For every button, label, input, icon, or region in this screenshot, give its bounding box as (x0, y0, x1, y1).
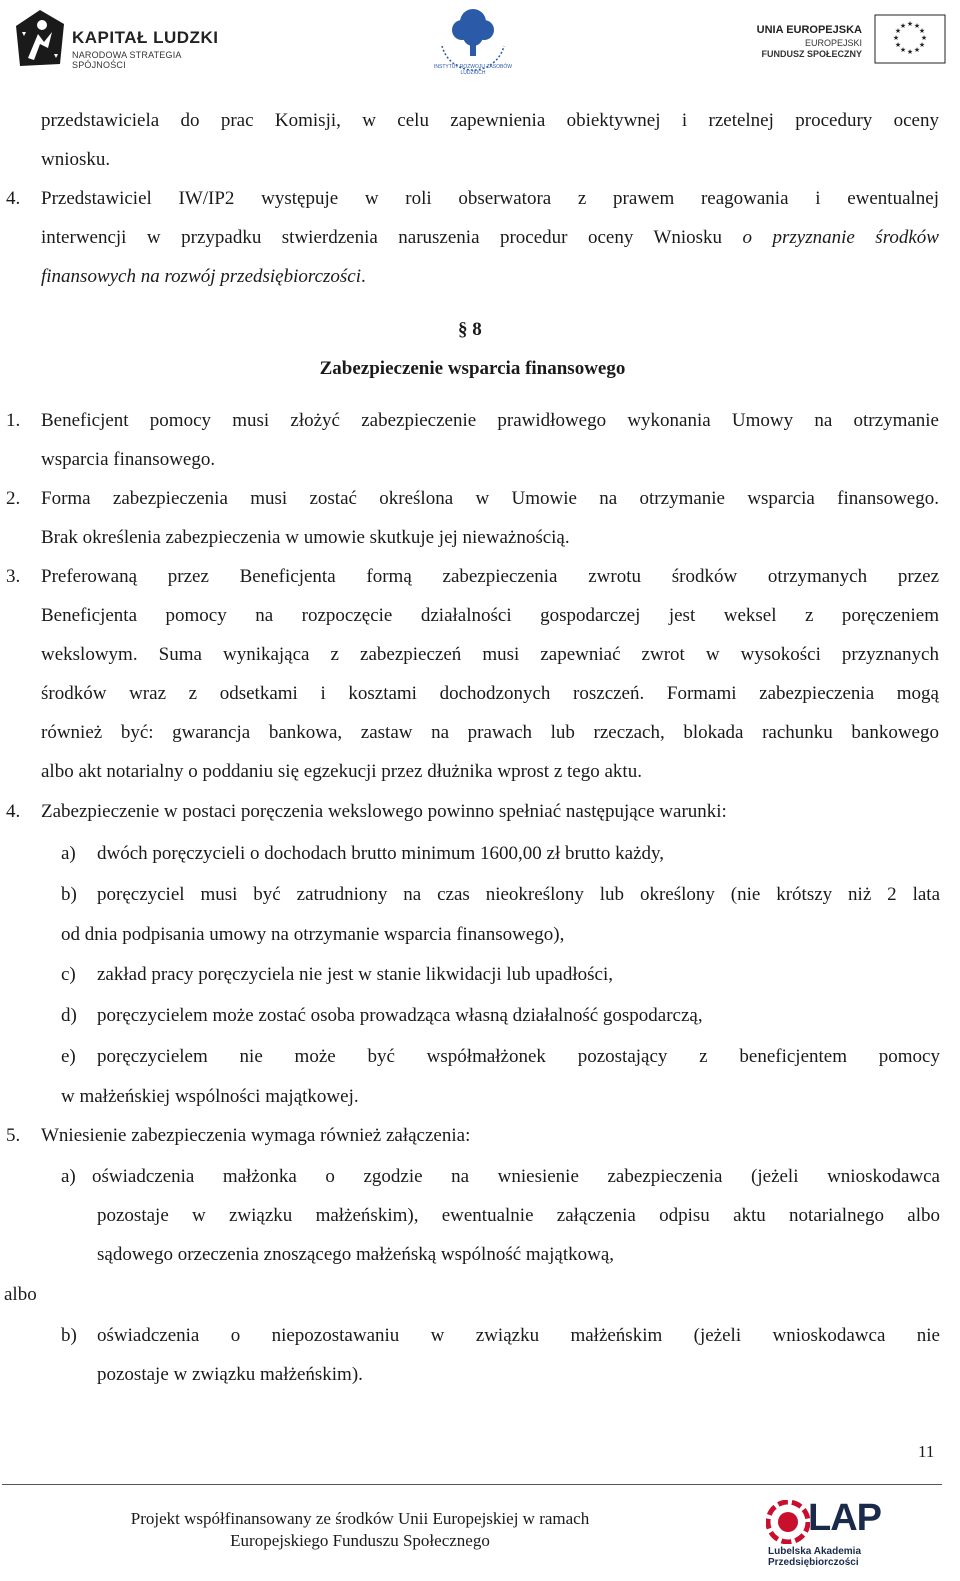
italic-span: finansowych na rozwój przedsiębiorczości (41, 266, 362, 287)
text-line: poręczyciel musi być zatrudniony na czas nieokreślony lub określony (nie krótszy niż 2 lata (97, 884, 940, 905)
sublist-label: a) (61, 1166, 76, 1187)
section-title: Zabezpieczenie wsparcia finansowego (319, 358, 626, 379)
text-line: środków wraz z odsetkami i kosztami dochodzonych roszczeń. Formami zabezpieczenia mogą (41, 683, 939, 704)
text-span: . (361, 266, 366, 287)
page-number: 11 (918, 1442, 935, 1461)
text-line: poręczycielem może zostać osoba prowadząca własną działalność gospodarczą, (97, 1005, 703, 1026)
svg-text:★: ★ (899, 46, 907, 54)
footer-line1: Projekt współfinansowany ze środków Unii Europejskiej w ramach (130, 1509, 590, 1528)
list-number: 1. (6, 410, 21, 431)
eu-flag-icon (874, 14, 946, 64)
text-line: Beneficjenta pomocy na rozpoczęcie działalności gospodarczej jest weksel z poręczeniem (41, 605, 939, 626)
lap-line1: Lubelska Akademia (768, 1546, 862, 1557)
text-line: Przedstawiciel IW/IP2 występuje w roli obserwatora z prawem reagowania i ewentualnej (41, 188, 939, 209)
text-line: albo akt notarialny o poddaniu się egzekucji przez dłużnika wprost z tego aktu. (41, 761, 642, 782)
svg-text:★: ★ (918, 41, 926, 49)
text-line (41, 228, 939, 248)
svg-text:★: ★ (920, 34, 928, 42)
svg-text:★: ★ (894, 41, 902, 49)
svg-text:★: ★ (913, 46, 921, 54)
footer-line2: Europejskiego Funduszu Społecznego (230, 1531, 490, 1550)
svg-text:★: ★ (894, 27, 902, 35)
eu-logo-line3: FUNDUSZ SPOŁECZNY (761, 49, 862, 59)
text-line: poręczycielem nie może być współmałżonek pozostający z beneficjentem pomocy (97, 1046, 940, 1067)
text-line: pozostaje w związku małżeńskim), ewentualnie załączenia odpisu aktu notarialnego albo (97, 1205, 940, 1226)
text-line: oświadczenia o niepozostawaniu w związku małżeńskim (jeżeli wnioskodawca nie (97, 1325, 940, 1346)
sublist-label: c) (61, 964, 76, 985)
footer-divider (2, 1484, 942, 1485)
text-line: wsparcia finansowego. (41, 449, 216, 470)
eu-logo-line1: UNIA EUROPEJSKA (756, 24, 862, 36)
svg-text:★: ★ (892, 34, 900, 42)
kapital-ludzki-subtitle: NARODOWA STRATEGIA SPÓJNOŚCI (72, 50, 182, 70)
text-line: od dnia podpisania umowy na otrzymanie wsparcia finansowego), (61, 924, 565, 945)
list-number: 4. (6, 801, 21, 822)
eu-logo-line2: EUROPEJSKI (804, 38, 862, 48)
lap-logo (766, 1496, 886, 1568)
sublist-label: b) (61, 884, 77, 905)
lap-emblem-icon (766, 1500, 810, 1544)
text-line: wniosku. (41, 149, 111, 170)
kapital-ludzki-title: KAPITAŁ LUDZKI (72, 28, 219, 47)
text-line: Preferowaną przez Beneficjenta formą zabezpieczenia zwrotu środków otrzymanych przez (41, 566, 939, 587)
text-line: Zabezpieczenie w postaci poręczenia wekslowego powinno spełniać następujące warunki: (41, 801, 727, 822)
sublist-label: b) (61, 1325, 77, 1346)
section-mark: § 8 (458, 319, 482, 340)
svg-text:★: ★ (913, 22, 921, 30)
text-line: Beneficjent pomocy musi złożyć zabezpieczenie prawidłowego wykonania Umowy na otrzymanie (41, 410, 939, 431)
eu-logo (750, 14, 946, 68)
text-line: wekslowym. Suma wynikająca z zabezpieczeń musi zapewniać zwrot w wysokości przyznanych (41, 644, 939, 665)
text-line: w małżeńskiej wspólności majątkowej. (61, 1086, 359, 1107)
text-line: pozostaje w związku małżeńskim). (97, 1364, 363, 1385)
text-line: przedstawiciela do prac Komisji, w celu zapewnienia obiektywnej i rzetelnej procedury oceny (41, 110, 939, 131)
text-line (41, 267, 939, 287)
sublist-label: d) (61, 1005, 77, 1026)
text-line: oświadczenia małżonka o zgodzie na wniesienie zabezpieczenia (jeżeli wnioskodawca (92, 1166, 940, 1187)
lap-line2: Przedsiębiorczości (768, 1557, 859, 1568)
svg-text:★: ★ (918, 27, 926, 35)
svg-text:★: ★ (906, 48, 914, 56)
text-line: Brak określenia zabezpieczenia w umowie skutkuje jej nieważnością. (41, 527, 570, 548)
svg-text:★: ★ (906, 20, 914, 28)
kapital-ludzki-logo (14, 8, 224, 72)
list-number: 5. (6, 1125, 21, 1146)
sublist-label: e) (61, 1046, 76, 1067)
text-span: interwencji w przypadku stwierdzenia naruszenia procedur oceny Wniosku (41, 227, 743, 248)
list-number: 2. (6, 488, 21, 509)
list-number: 4. (6, 188, 21, 209)
lap-mark: LAP (808, 1497, 881, 1539)
list-number: 3. (6, 566, 21, 587)
institute-logo (426, 2, 520, 82)
text-line: również być: gwarancja bankowa, zastaw na prawach lub rzeczach, blokada rachunku bankowego (41, 722, 939, 743)
text-line: Forma zabezpieczenia musi zostać określona w Umowie na otrzymanie wsparcia finansowego. (41, 488, 939, 509)
text-line: sądowego orzeczenia znoszącego małżeńską wspólność majątkową, (97, 1244, 615, 1265)
svg-text:★: ★ (899, 22, 907, 30)
institute-ring-text: INSTYTUT ROZWOJU ZASOBÓW LUDZKICH (434, 64, 512, 76)
conjunction-albo: albo (4, 1284, 37, 1305)
text-line: dwóch poręczycieli o dochodach brutto minimum 1600,00 zł brutto każdy, (97, 843, 665, 864)
text-line: Wniesienie zabezpieczenia wymaga również załączenia: (41, 1125, 471, 1146)
sublist-label: a) (61, 843, 76, 864)
kapital-ludzki-emblem-icon (14, 8, 66, 70)
text-line: zakład pracy poręczyciela nie jest w stanie likwidacji lub upadłości, (97, 964, 613, 985)
italic-span: o przyznanie środków (742, 227, 939, 248)
